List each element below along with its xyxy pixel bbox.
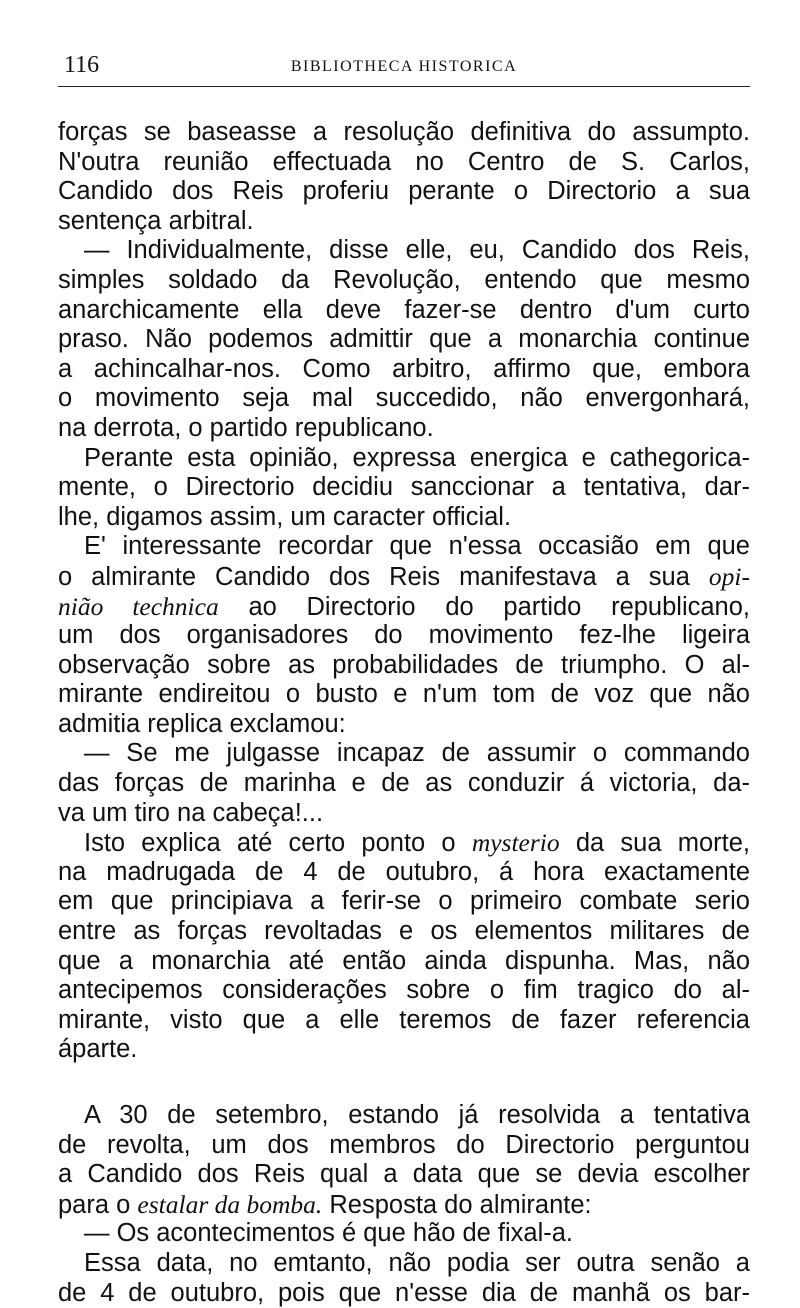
text-line: entre as forças revoltadas e os elementos militares de [58,917,750,946]
text-line: a Candido dos Reis qual a data que se devia escolher [58,1160,750,1189]
italic-phrase: opi- [708,561,750,591]
text-line: em que principiava a ferir-se o primeiro combate serio [58,887,750,916]
text-segment: ao Directorio do partido republicano, [248,592,751,621]
text-line: Essa data, no emtanto, não podia ser outra senão a [84,1248,750,1277]
text-line: lhe, digamos assim, um caracter official. [58,502,512,531]
text-line: sentença arbitral. [58,206,254,235]
text-line: de revolta, um dos membros do Directorio perguntou [58,1130,750,1159]
section-gap [58,1065,750,1101]
text-line: N'outra reunião effectuada no Centro de S. Carlos, [58,147,750,176]
text-line: o movimento seja mal succedido, não envergonhará, [58,384,750,413]
text-line: que a monarchia até então ainda dispunha. Mas, não [58,946,750,975]
text-line: admitia replica exclamou: [58,709,346,738]
text-segment: Resposta do almirante: [329,1190,592,1219]
text-line: mente, o Directorio decidiu sanccionar a tentativa, dar- [58,473,750,502]
text-line: a achincalhar-nos. Como arbitro, affirmo que, embora [58,354,750,383]
text-line: de 4 de outubro, pois que n'esse dia de manhã os bar- [58,1278,750,1307]
text-line: mirante endireitou o busto e n'um tom de voz que não [58,680,750,709]
text-line: na madrugada de 4 de outubro, á hora exactamente [58,857,750,886]
text-line: áparte. [58,1035,138,1064]
text-line: E' interessante recordar que n'essa occasião em que [84,532,750,561]
text-line: va um tiro na cabeça!... [58,798,324,827]
text-line: — Se me julgasse incapaz de assumir o commando [84,739,750,768]
text-line: praso. Não podemos admittir que a monarchia continue [58,325,750,354]
text-line: um dos organisadores do movimento fez-lhe ligeira [58,621,750,650]
italic-phrase: estalar da bomba. [137,1189,323,1219]
running-title: BIBLIOTHECA HISTORICA [290,58,518,75]
text-line: das forças de marinha e de as conduzir á victoria, da- [58,769,750,798]
italic-phrase: nião technica [58,591,219,621]
text-line: — Individualmente, disse elle, eu, Candido dos Reis, [84,236,750,265]
text-segment: Isto explica até certo ponto o [84,829,456,858]
text-line: observação sobre as probabilidades de triumpho. O al- [58,650,750,679]
text-line [58,1190,750,1220]
header-rule [58,86,750,87]
text-line: antecipemos considerações sobre o fim tragico do al- [58,976,750,1005]
text-line: A 30 de setembro, estando já resolvida a tentativa [84,1101,750,1129]
text-segment: da sua morte, [575,829,750,858]
text-line: mirante, visto que a elle teremos de fazer referencia [58,1005,750,1034]
text-line: Perante esta opinião, expressa energica e cathegorica- [84,443,750,472]
text-line: Candido dos Reis proferiu perante o Directorio a sua [58,177,750,206]
page-header [58,50,750,86]
page-number: 116 [64,52,100,78]
text-line: — Os acontecimentos é que hão de fixal-a. [84,1219,574,1248]
text-line [58,828,750,858]
text-line [58,592,750,622]
text-segment: para o [58,1190,131,1219]
text-segment: o almirante Candido dos Reis manifestava a sua [58,562,690,591]
italic-phrase: mysterio [471,828,560,858]
text-line: na derrota, o partido republicano. [58,413,434,442]
text-line [58,562,750,592]
text-line: simples soldado da Revolução, entendo que mesmo [58,265,750,294]
body-text [58,118,750,1308]
text-line: forças se baseasse a resolução definitiva do assumpto. [58,118,750,146]
text-line: anarchicamente ella deve fazer-se dentro d'um curto [58,295,750,324]
